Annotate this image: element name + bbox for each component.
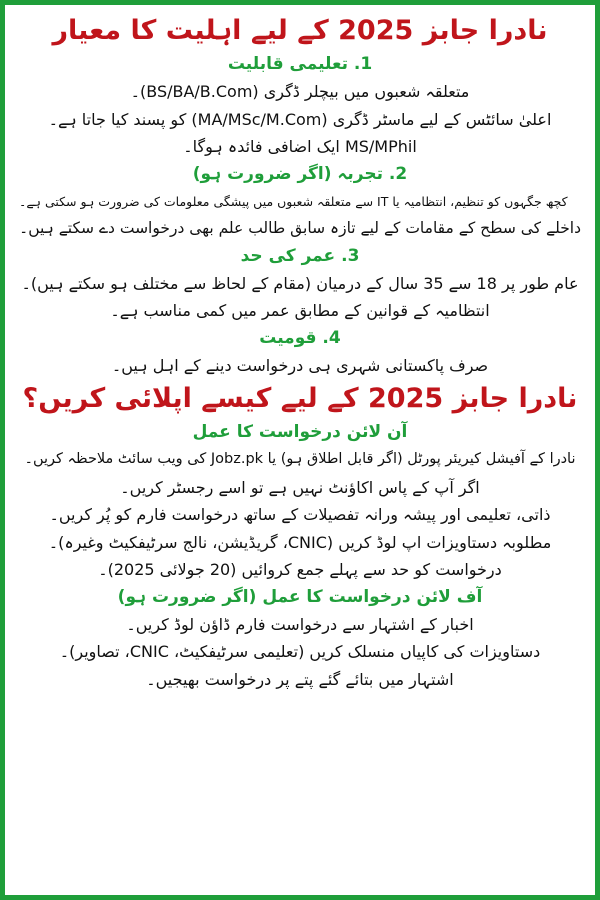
education-heading: 1. تعلیمی قابلیت (227, 54, 373, 74)
online-step: ذاتی، تعلیمی اور پیشہ ورانہ تفصیلات کے ساتھ درخواست فارم کو پُر کریں۔ (49, 505, 551, 524)
age-line: عام طور پر 18 سے 35 سال کے درمیان (مقام کے لحاظ سے مختلف ہو سکتے ہیں)۔ (21, 273, 579, 293)
age-line: انتظامیہ کے قوانین کے مطابق عمر میں کمی مناسب ہے۔ (110, 301, 490, 320)
offline-step: دستاویزات کی کاپیاں منسلک کریں (تعلیمی سرٹیفکیٹ، CNIC، تصاویر)۔ (59, 642, 541, 661)
education-line: اعلیٰ سائٹس کے لیے ماسٹر ڈگری (MA/MSc/M.Com) کو پسند کیا جاتا ہے۔ (48, 109, 552, 129)
online-step: درخواست کو حد سے پہلے جمع کروائیں (20 جولائی 2025)۔ (98, 560, 502, 579)
offline-step: اشتہار میں بتائے گئے پتے پر درخواست بھیجیں۔ (146, 669, 454, 689)
experience-line: کچھ جگہوں کو تنظیم، انتظامیہ یا IT سے متعلقہ شعبوں میں پیشگی معلومات کی ضرورت ہو سکتی ہے۔ (19, 193, 568, 209)
online-process-heading: آن لائن درخواست کا عمل (192, 422, 408, 442)
how-to-apply-title: نادرا جابز 2025 کے لیے کیسے اپلائی کریں؟ (22, 383, 578, 414)
offline-step: اخبار کے اشتہار سے درخواست فارم ڈاؤن لوڈ کریں۔ (126, 614, 474, 634)
document-content (19, 11, 581, 889)
education-line: متعلقہ شعبوں میں بیچلر ڈگری (BS/BA/B.Com)۔ (130, 82, 470, 101)
online-step: نادرا کے آفیشل کیریئر پورٹل (اگر قابل اطلاق ہو) یا Jobz.pk کی ویب سائٹ ملاحظہ کریں۔ (24, 451, 576, 467)
online-step: مطلوبہ دستاویزات اپ لوڈ کریں (CNIC، گریڈیشن، نالج سرٹیفکیٹ وغیرہ)۔ (48, 532, 552, 552)
online-step: اگر آپ کے پاس اکاؤنٹ نہیں ہے تو اسے رجسٹر کریں۔ (120, 477, 480, 497)
nationality-heading: 4. قومیت (259, 327, 341, 348)
education-line: MS/MPhil ایک اضافی فائدہ ہوگا۔ (183, 137, 417, 156)
age-heading: 3. عمر کی حد (240, 245, 360, 266)
nationality-line: صرف پاکستانی شہری ہی درخواست دینے کے اہل ہیں۔ (111, 355, 489, 375)
experience-heading: 2. تجربہ (اگر ضرورت ہو) (192, 163, 408, 184)
eligibility-title: نادرا جابز 2025 کے لیے اہلیت کا معیار (52, 15, 548, 46)
offline-process-heading: آف لائن درخواست کا عمل (اگر ضرورت ہو) (117, 586, 483, 607)
experience-line: داخلے کی سطح کے مقامات کے لیے تازہ سابق طالب علم بھی درخواست دے سکتے ہیں۔ (19, 219, 581, 237)
